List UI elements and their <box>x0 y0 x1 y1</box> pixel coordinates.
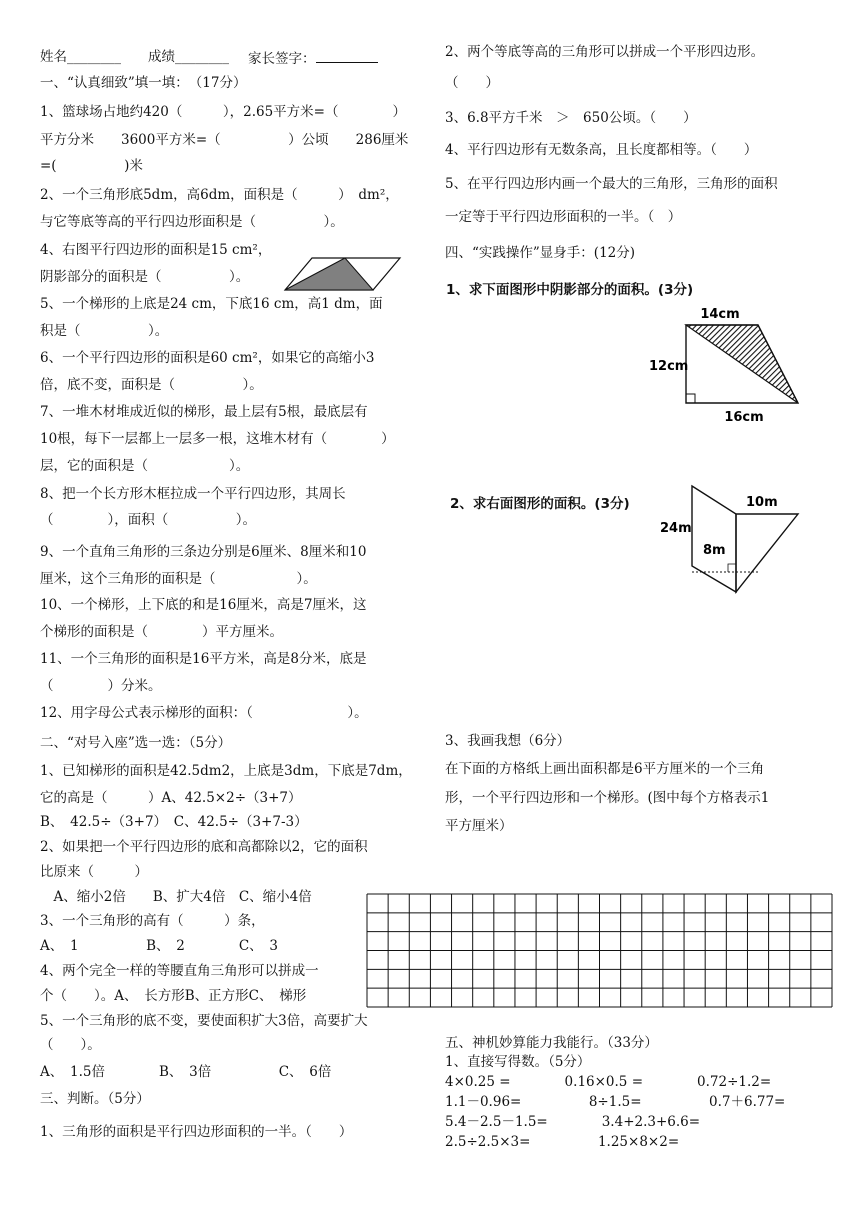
left-line: 2、一个三角形底5dm，高6dm，面积是（ ） dm²， <box>40 187 399 203</box>
fig1-bottom-label: 16cm <box>724 410 764 425</box>
left-line: =( )米 <box>40 158 143 174</box>
parent-signature-label: 家长签字： <box>248 51 316 67</box>
left-line: 11、一个三角形的面积是16平方米，高是8分米，底是 <box>40 651 367 667</box>
composite-parallelogram <box>692 486 736 592</box>
right-line: （ ） <box>445 75 499 91</box>
left-line: 比原来（ ） <box>40 864 148 880</box>
left-line: 1、篮球场占地约420（ ），2.65平方米=（ ） <box>40 104 406 120</box>
right-line: 3、我画我想（6分） <box>445 733 571 749</box>
left-line: A、 1 B、 2 C、 3 <box>40 938 279 954</box>
left-line: 4、两个完全一样的等腰直角三角形可以拼成一 <box>40 963 319 979</box>
right-line: 4×0.25 = 0.16×0.5 = 0.72÷1.2= <box>445 1074 772 1090</box>
right-angle-mark <box>686 394 695 403</box>
left-line: 10、一个梯形，上下底的和是16厘米，高是7厘米，这 <box>40 597 367 613</box>
left-line: 倍，底不变，面积是（ ）。 <box>40 377 263 393</box>
left-line: 7、一堆木材堆成近似的梯形，最上层有5根，最底层有 <box>40 404 368 420</box>
left-line: 平方分米 3600平方米=（ ）公顷 286厘米 <box>40 132 409 148</box>
composite-triangle <box>736 514 798 592</box>
right-line: 1.1－0.96= 8÷1.5= 0.7＋6.77= <box>445 1094 786 1110</box>
composite-figure <box>658 484 808 606</box>
right-line: 形，一个平行四边形和一个梯形。(图中每个方格表示1 <box>445 790 770 806</box>
fig2-height-label: 8m <box>703 543 726 558</box>
left-line: （ ），面积（ ）。 <box>40 512 256 528</box>
right-line: 在下面的方格纸上画出面积都是6平方厘米的一个三角 <box>445 761 765 777</box>
left-line: A、缩小2倍 B、扩大4倍 C、缩小4倍 <box>40 889 312 905</box>
fig2-top-label: 10m <box>746 495 778 510</box>
practice-q2: 2、求右面图形的面积。(3分) <box>450 496 630 512</box>
right-angle-mark-2 <box>728 564 736 572</box>
signature-line <box>316 48 378 63</box>
score-field <box>148 48 229 66</box>
right-line: 5、在平行四边形内画一个最大的三角形，三角形的面积 <box>445 176 778 192</box>
practice-q1: 1、求下面图形中阴影部分的面积。(3分) <box>446 282 694 298</box>
left-line: （ ）。 <box>40 1037 101 1053</box>
left-line: B、 42.5÷（3+7） C、42.5÷（3+7-3） <box>40 814 308 830</box>
parent-signature-field <box>248 48 378 68</box>
right-line: 五、神机妙算能力我能行。（33分） <box>445 1035 658 1051</box>
right-line: 2、两个等底等高的三角形可以拼成一个平形四边形。 <box>445 44 765 60</box>
left-line: 3、一个三角形的高有（ ）条， <box>40 913 265 929</box>
left-line: 10根，每下一层都上一层多一根，这堆木材有（ ） <box>40 431 395 447</box>
left-line: 12、用字母公式表示梯形的面积：（ ）。 <box>40 705 368 721</box>
left-line: 9、一个直角三角形的三条边分别是6厘米、8厘米和10 <box>40 544 367 560</box>
left-line: 个梯形的面积是（ ）平方厘米。 <box>40 624 283 640</box>
trapezoid-figure <box>648 305 828 425</box>
left-line: 2、如果把一个平行四边形的底和高都除以2，它的面积 <box>40 839 368 855</box>
left-line: 1、三角形的面积是平行四边形面积的一半。（ ） <box>40 1124 353 1140</box>
right-line: 一定等于平行四边形面积的一半。（ ） <box>445 209 682 225</box>
fig1-top-label: 14cm <box>700 307 740 322</box>
left-line: 二、“对号入座”选一选：（5分） <box>40 735 232 751</box>
left-line: 一、“认真细致”填一填： （17分） <box>40 75 247 91</box>
left-line: 层，它的面积是（ ）。 <box>40 458 250 474</box>
left-line: 三、判断。（5分） <box>40 1091 150 1107</box>
left-line: 5、一个梯形的上底是24 cm，下底16 cm，高1 dm，面 <box>40 296 383 312</box>
left-line: 积是（ ）。 <box>40 323 169 339</box>
trapezoid-shaded-triangle <box>686 325 798 403</box>
left-line: 5、一个三角形的底不变，要使面积扩大3倍，高要扩大 <box>40 1013 368 1029</box>
name-label: 姓名________ <box>40 49 121 65</box>
right-line: 3、6.8平方千米 ＞ 650公顷。（ ） <box>445 110 697 126</box>
left-line: 个（ ）。A、 长方形B、正方形C、 梯形 <box>40 988 307 1004</box>
right-line: 四、“实践操作”显身手：(12分) <box>445 245 636 261</box>
right-line: 平方厘米） <box>445 818 513 834</box>
left-line: 4、右图平行四边形的面积是15 cm²， <box>40 242 272 258</box>
right-line: 4、平行四边形有无数条高，且长度都相等。（ ） <box>445 142 758 158</box>
left-line: 厘米，这个三角形的面积是（ ）。 <box>40 571 317 587</box>
parallelogram-figure <box>283 254 403 294</box>
left-line: 它的高是（ ）A、42.5×2÷（3+7） <box>40 790 302 806</box>
right-line: 1、直接写得数。（5分） <box>445 1054 591 1070</box>
left-line: A、 1.5倍 B、 3倍 C、 6倍 <box>40 1064 332 1080</box>
left-line: 阴影部分的面积是（ ）。 <box>40 269 250 285</box>
score-label: 成绩________ <box>148 49 229 65</box>
left-line: （ ）分米。 <box>40 678 162 694</box>
fig1-left-label: 12cm <box>649 359 689 374</box>
right-line: 5.4－2.5－1.5= 3.4+2.3+6.6= <box>445 1114 701 1130</box>
left-line: 1、已知梯形的面积是42.5dm2，上底是3dm，下底是7dm， <box>40 763 412 779</box>
grid-paper[interactable] <box>366 893 836 1009</box>
left-line: 6、一个平行四边形的面积是60 cm²，如果它的高缩小3 <box>40 350 375 366</box>
fig2-left-label: 24m <box>660 521 692 536</box>
left-line: 8、把一个长方形木框拉成一个平行四边形，其周长 <box>40 486 346 502</box>
left-line: 与它等底等高的平行四边形面积是（ ）。 <box>40 214 344 230</box>
right-line: 2.5÷2.5×3= 1.25×8×2= <box>445 1134 680 1150</box>
name-field <box>40 48 121 66</box>
